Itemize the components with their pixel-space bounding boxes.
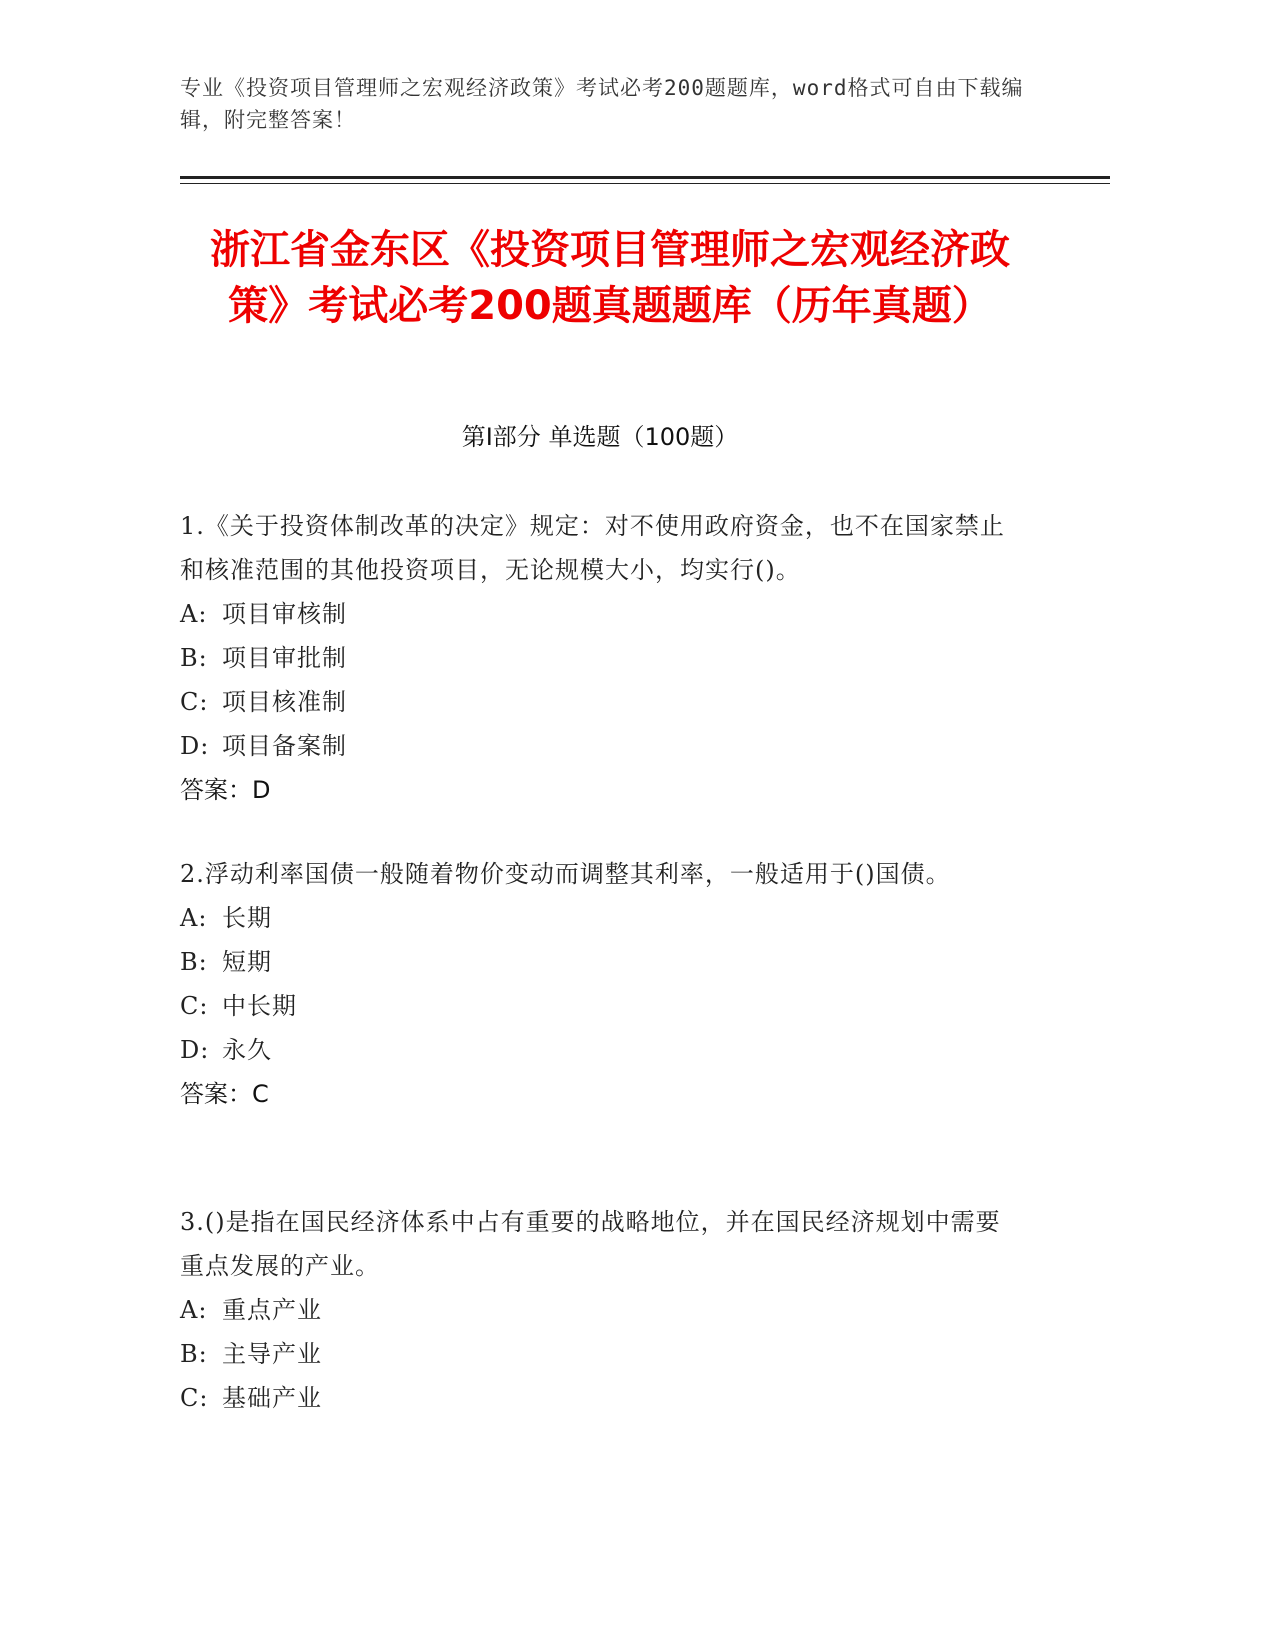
option-text: 项目审核制 bbox=[222, 600, 347, 628]
option-c bbox=[180, 984, 1020, 1028]
option-text: 基础产业 bbox=[222, 1384, 322, 1412]
answer-line: 答案：C bbox=[180, 1080, 269, 1108]
option-a bbox=[180, 592, 1020, 636]
option-key: B: bbox=[180, 1340, 208, 1368]
option-key: C: bbox=[180, 992, 209, 1020]
option-key: A: bbox=[180, 904, 208, 932]
question-stem: 2.浮动利率国债一般随着物价变动而调整其利率，一般适用于()国债。 bbox=[180, 860, 951, 888]
option-text: 永久 bbox=[222, 1036, 272, 1064]
option-text: 项目备案制 bbox=[222, 732, 347, 760]
header-rule-thin bbox=[180, 183, 1110, 184]
header-note: 专业《投资项目管理师之宏观经济政策》考试必考200题题库，word格式可自由下载编辑，附完整答案！ bbox=[180, 76, 1024, 132]
section-title: 第I部分 单选题（100题） bbox=[461, 423, 739, 451]
option-a bbox=[180, 1288, 1020, 1332]
option-key: C: bbox=[180, 1384, 209, 1412]
option-c bbox=[180, 1376, 1020, 1420]
option-text: 短期 bbox=[222, 948, 272, 976]
option-key: B: bbox=[180, 644, 208, 672]
question-1 bbox=[180, 504, 1020, 812]
option-d bbox=[180, 1028, 1020, 1072]
question-stem: 1.《关于投资体制改革的决定》规定：对不使用政府资金，也不在国家禁止和核准范围的其他投资项目，无论规模大小，均实行()。 bbox=[180, 512, 1005, 584]
option-text: 项目核准制 bbox=[222, 688, 347, 716]
option-key: A: bbox=[180, 600, 208, 628]
question-stem: 3.()是指在国民经济体系中占有重要的战略地位，并在国民经济规划中需要重点发展的产业。 bbox=[180, 1208, 1001, 1280]
option-text: 项目审批制 bbox=[222, 644, 347, 672]
option-text: 长期 bbox=[222, 904, 272, 932]
option-a bbox=[180, 896, 1020, 940]
option-key: B: bbox=[180, 948, 208, 976]
option-key: D: bbox=[180, 1036, 210, 1064]
option-b bbox=[180, 636, 1020, 680]
option-text: 重点产业 bbox=[222, 1296, 322, 1324]
option-key: C: bbox=[180, 688, 209, 716]
document-title: 浙江省金东区《投资项目管理师之宏观经济政策》考试必考200题真题题库（历年真题） bbox=[210, 227, 1010, 329]
option-b bbox=[180, 1332, 1020, 1376]
header-rule-thick bbox=[180, 176, 1110, 179]
option-key: D: bbox=[180, 732, 210, 760]
answer-line: 答案：D bbox=[180, 776, 271, 804]
option-b bbox=[180, 940, 1020, 984]
option-c bbox=[180, 680, 1020, 724]
option-text: 主导产业 bbox=[222, 1340, 322, 1368]
option-text: 中长期 bbox=[222, 992, 297, 1020]
question-2 bbox=[180, 852, 1020, 1116]
question-3 bbox=[180, 1200, 1020, 1420]
option-d bbox=[180, 724, 1020, 768]
option-key: A: bbox=[180, 1296, 208, 1324]
